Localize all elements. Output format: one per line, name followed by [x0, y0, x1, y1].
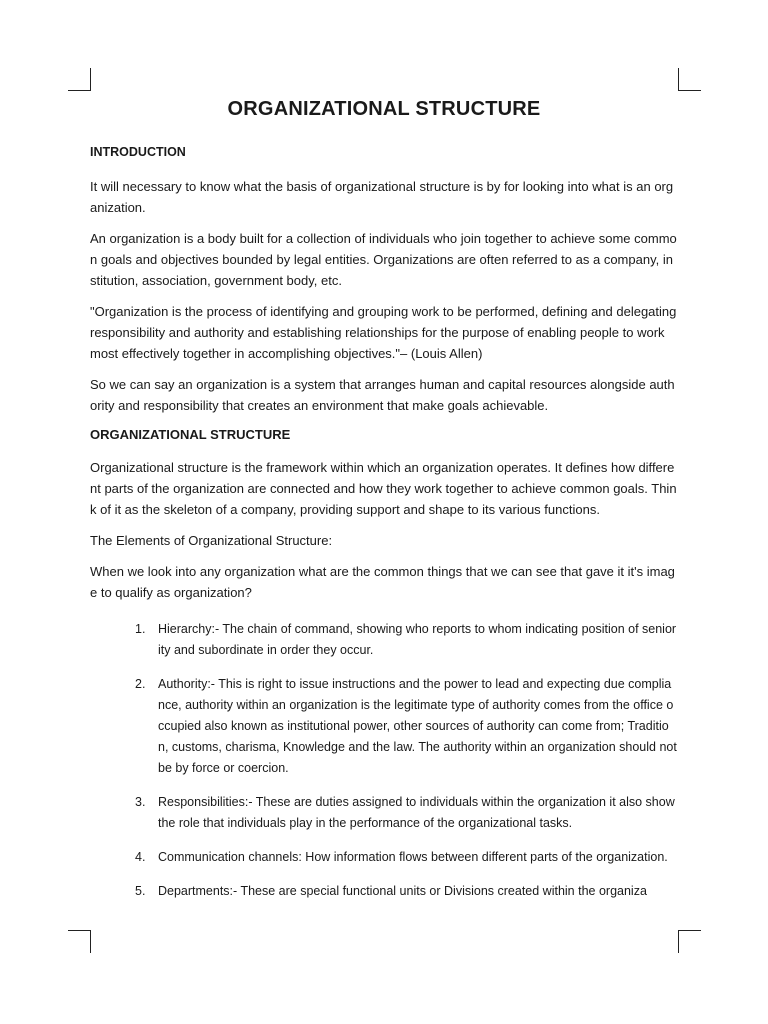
list-item	[90, 847, 678, 868]
crop-mark-top-left	[68, 68, 91, 91]
list-item-number: 2.	[135, 677, 146, 691]
list-item-text: Departments:- These are special functional units or Divisions created within the organiza	[158, 884, 647, 898]
paragraph-intro-2: An organization is a body built for a collection of individuals who join together to achieve some common goals and objectives bounded by legal entities. Organizations are often referred to as a company, institution, association, government body, etc.	[90, 231, 677, 288]
list-item	[90, 619, 678, 661]
list-item-text: Responsibilities:- These are duties assigned to individuals within the organization it also show the role that individuals play in the performance of the organizational tasks.	[158, 795, 675, 830]
list-item-number: 1.	[135, 622, 146, 636]
paragraph-elements-heading: The Elements of Organizational Structure:	[90, 533, 333, 548]
paragraph-intro-4: So we can say an organization is a system that arranges human and capital resources alongside authority and responsibility that creates an environment that make goals achievable.	[90, 377, 675, 413]
list-item	[90, 792, 678, 834]
paragraph-structure-1: Organizational structure is the framework within which an organization operates. It defines how different parts of the organization are connected and how they work together to achieve common goals. Think of it as the skeleton of a company, providing support and shape to its various functions.	[90, 460, 677, 517]
document-title: ORGANIZATIONAL STRUCTURE	[227, 98, 541, 120]
list-item	[90, 881, 678, 902]
section-heading-organizational-structure: ORGANIZATIONAL STRUCTURE	[90, 427, 291, 442]
list-item-text: Communication channels: How information flows between different parts of the organization.	[158, 850, 668, 864]
elements-list	[90, 619, 678, 902]
paragraph-intro-1: It will necessary to know what the basis of organizational structure is by for looking into what is an organization.	[90, 179, 674, 215]
list-item-text: Hierarchy:- The chain of command, showing who reports to whom indicating position of seniority and subordinate in order they occur.	[158, 622, 677, 657]
crop-mark-top-right	[678, 68, 701, 91]
crop-mark-bottom-right	[678, 930, 701, 953]
list-item-text: Authority:- This is right to issue instructions and the power to lead and expecting due compliance, authority within an organization is the legitimate type of authority comes from the office occupied also known as institutional power, other sources of authority can come from; Tradition, customs, charisma, Knowledge and the law. The authority within an organization should not be by force or coercion.	[158, 677, 677, 775]
list-item-number: 3.	[135, 795, 146, 809]
list-item	[90, 674, 678, 779]
list-item-number: 5.	[135, 884, 146, 898]
paragraph-quote: "Organization is the process of identifying and grouping work to be performed, defining and delegating responsibility and authority and establishing relationships for the purpose of enabling people to work most effectively together in accomplishing objectives."– (Louis Allen)	[90, 304, 677, 361]
paragraph-structure-question: When we look into any organization what are the common things that we can see that gave it it's image to qualify as organization?	[90, 564, 675, 600]
list-item-number: 4.	[135, 850, 146, 864]
section-heading-introduction: INTRODUCTION	[90, 145, 186, 159]
crop-mark-bottom-left	[68, 930, 91, 953]
document-page	[90, 94, 678, 924]
